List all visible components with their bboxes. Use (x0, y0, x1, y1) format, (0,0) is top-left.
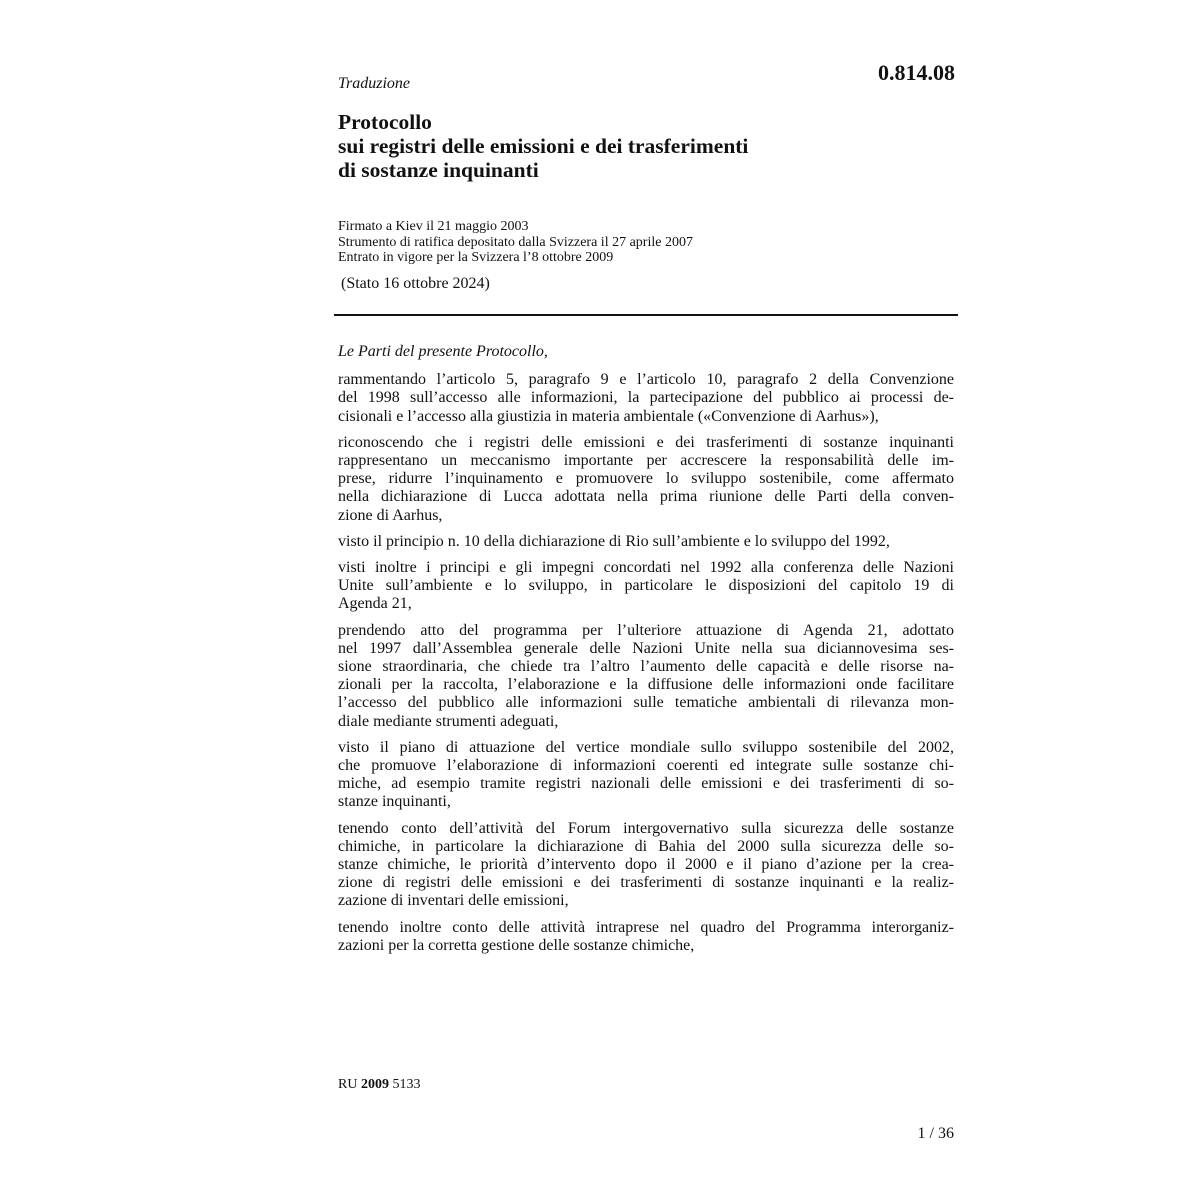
entry-into-force-date: Entrato in vigore per la Svizzera l’8 ottobre 2009 (338, 250, 614, 265)
paragraph-line: tenendo conto dell’attività del Forum intergovernativo sulla sicurezza delle sostanze (338, 819, 954, 837)
paragraph-line: che promuove l’elaborazione di informazioni coerenti ed integrate sulle sostanze chi- (338, 757, 954, 775)
title-line: Protocollo (338, 110, 432, 134)
preamble-paragraph (338, 371, 954, 426)
paragraph-line: rammentando l’articolo 5, paragrafo 9 e l’articolo 10, paragrafo 2 della Convenzione (338, 371, 954, 389)
paragraph-line: tenendo inoltre conto delle attività intraprese nel quadro del Programma interorganiz- (338, 918, 954, 936)
page-indicator: 1 / 36 (917, 1125, 954, 1142)
preamble (338, 343, 954, 963)
paragraph-line: zione di registri delle emissioni e dei trasferimenti di sostanze inquinanti e la realiz- (338, 874, 954, 892)
paragraph-line: chimiche, in particolare la dichiarazione di Bahia del 2000 sulla sicurezza delle so- (338, 837, 954, 855)
paragraph-line: zazione di inventari delle emissioni, (338, 892, 569, 910)
paragraph-line: Agenda 21, (338, 595, 412, 613)
document-number: 0.814.08 (878, 60, 955, 85)
preamble-paragraphs (338, 371, 954, 955)
paragraph-line: nella dichiarazione di Lucca adottata nella prima riunione delle Parti della conven- (338, 488, 954, 506)
preamble-paragraph (338, 820, 954, 911)
paragraph-line: del 1998 sull’accesso alle informazioni, la partecipazione del pubblico ai processi de- (338, 389, 954, 407)
document-title (338, 110, 958, 182)
paragraph-line: cisionali e l’accesso alla giustizia in materia ambientale («Convenzione di Aarhus»), (338, 407, 879, 425)
paragraph-line: diale mediante strumenti adeguati, (338, 712, 559, 730)
paragraph-line: sione straordinaria, che chiede tra l’altro l’aumento delle capacità e delle risorse na- (338, 658, 954, 676)
signed-date: Firmato a Kiev il 21 maggio 2003 (338, 219, 529, 234)
paragraph-line: zione di Aarhus, (338, 506, 443, 524)
paragraph-line: stanze chimiche, le priorità d’intervento dopo il 2000 e il piano d’azione per la crea- (338, 856, 954, 874)
paragraph-line: riconoscendo che i registri delle emissioni e dei trasferimenti di sostanze inquinanti (338, 433, 954, 451)
preamble-paragraph (338, 622, 954, 731)
ru-page: 5133 (392, 1077, 421, 1092)
paragraph-line: nel 1997 dall’Assemblea generale delle Nazioni Unite nella sua diciannovesima ses- (338, 639, 954, 657)
paragraph-line: visto il piano di attuazione del vertice mondiale sullo sviluppo sostenibile del 2002, (338, 738, 954, 756)
preamble-intro: Le Parti del presente Protocollo, (338, 343, 548, 360)
paragraph-line: miche, ad esempio tramite registri nazionali delle emissioni e dei trasferimenti di so- (338, 775, 954, 793)
paragraph-line: visto il principio n. 10 della dichiarazione di Rio sull’ambiente e lo sviluppo del 1992, (338, 532, 890, 550)
preamble-paragraph (338, 559, 954, 614)
official-compilation-reference (338, 1076, 420, 1094)
title-line: sui registri delle emissioni e dei trasferimenti (338, 134, 749, 158)
ru-prefix: RU (338, 1077, 358, 1092)
paragraph-line: prese, ridurre l’inquinamento e promuovere lo sviluppo sostenibile, come affermato (338, 470, 954, 488)
paragraph-line: zionali per la raccolta, l’elaborazione e la diffusione delle informazioni onde facilitare (338, 676, 954, 694)
preamble-paragraph (338, 739, 954, 812)
document-metadata (338, 219, 693, 266)
preamble-paragraph (338, 919, 954, 955)
paragraph-line: Unite sull’ambiente e lo sviluppo, in particolare le disposizioni del capitolo 19 di (338, 577, 954, 595)
paragraph-line: zazioni per la corretta gestione delle sostanze chimiche, (338, 936, 695, 954)
paragraph-line: l’accesso del pubblico alle informazioni sulle tematiche ambientali di rilevanza mon- (338, 694, 954, 712)
paragraph-line: stanze inquinanti, (338, 793, 451, 811)
paragraph-line: visti inoltre i principi e gli impegni concordati nel 1992 alla conferenza delle Nazioni (338, 559, 954, 577)
paragraph-line: rappresentano un meccanismo importante per accrescere la responsabilità delle im- (338, 452, 954, 470)
header-divider (334, 314, 958, 316)
ratification-date: Strumento di ratifica depositato dalla Svizzera il 27 aprile 2007 (338, 234, 693, 250)
translation-label: Traduzione (338, 75, 411, 92)
status-date: (Stato 16 ottobre 2024) (341, 275, 490, 292)
preamble-paragraph (338, 533, 954, 551)
ru-year: 2009 (360, 1077, 389, 1092)
paragraph-line: prendendo atto del programma per l’ulteriore attuazione di Agenda 21, adottato (338, 621, 954, 639)
title-line: di sostanze inquinanti (338, 158, 539, 182)
preamble-paragraph (338, 434, 954, 525)
